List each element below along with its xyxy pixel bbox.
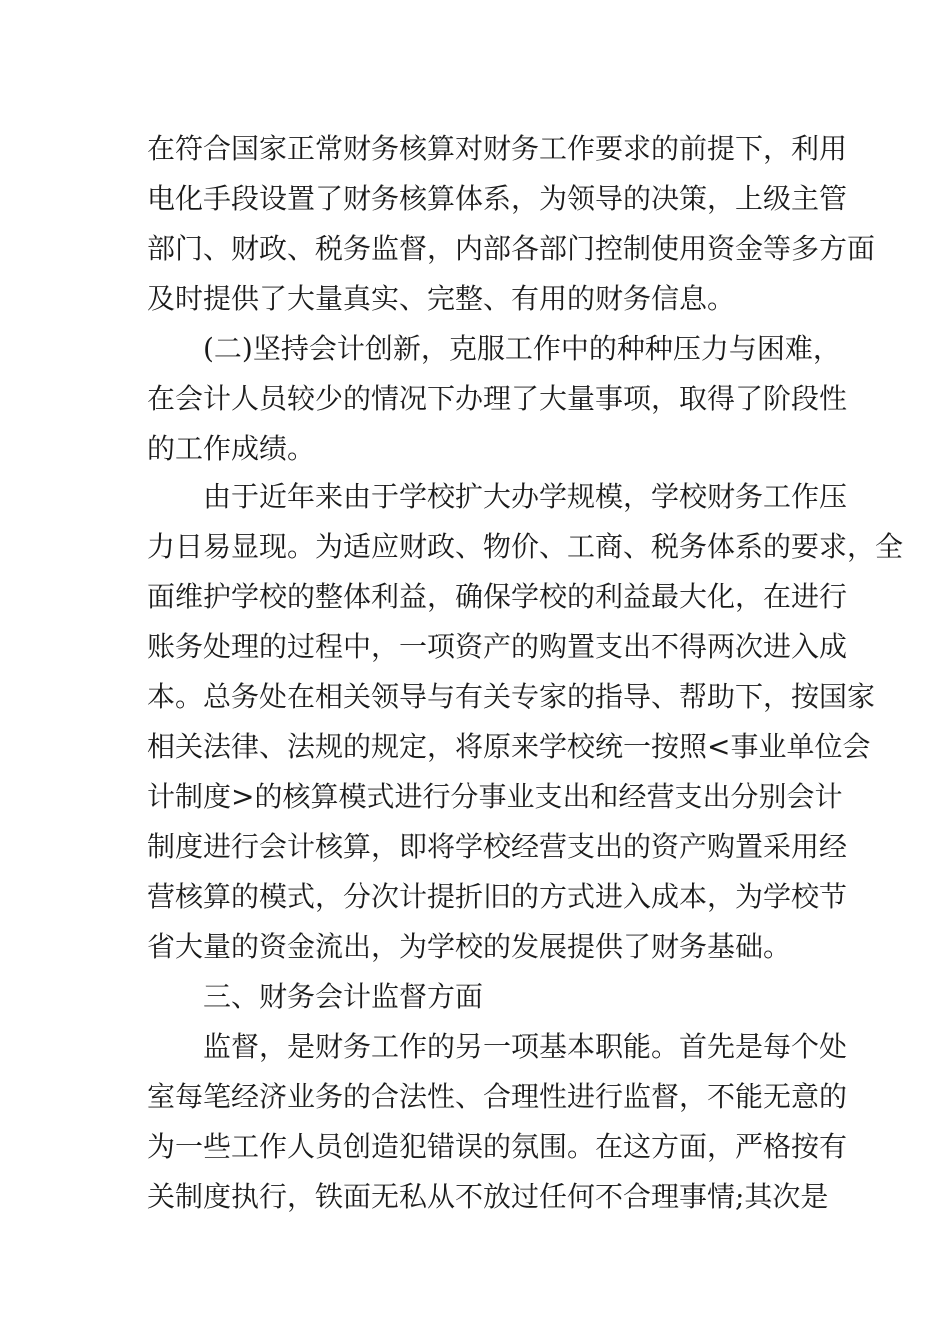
text-line: 的工作成绩。 <box>147 432 316 465</box>
text-line: 室每笔经济业务的合法性、合理性进行监督，不能无意的 <box>147 1080 848 1113</box>
text-line: 部门、财政、税务监督，内部各部门控制使用资金等多方面 <box>147 232 876 265</box>
text-line: 监督，是财务工作的另一项基本职能。首先是每个处 <box>203 1030 848 1063</box>
text-line: (二)坚持会计创新，克服工作中的种种压力与困难， <box>203 332 841 365</box>
text-line: 计制度>的核算模式进行分事业支出和经营支出分别会计 <box>147 780 843 813</box>
section-heading: 三、财务会计监督方面 <box>203 980 484 1013</box>
text-line: 及时提供了大量真实、完整、有用的财务信息。 <box>147 282 736 315</box>
text-line: 在会计人员较少的情况下办理了大量事项，取得了阶段性 <box>147 382 848 415</box>
text-line: 省大量的资金流出，为学校的发展提供了财务基础。 <box>147 930 792 963</box>
text-line: 电化手段设置了财务核算体系，为领导的决策，上级主管 <box>147 182 848 215</box>
text-line: 账务处理的过程中，一项资产的购置支出不得两次进入成 <box>147 630 848 663</box>
text-line: 为一些工作人员创造犯错误的氛围。在这方面，严格按有 <box>147 1130 848 1163</box>
text-line: 关制度执行，铁面无私从不放过任何不合理事情;其次是 <box>147 1180 829 1213</box>
text-line: 面维护学校的整体利益，确保学校的利益最大化，在进行 <box>147 580 848 613</box>
text-line: 制度进行会计核算，即将学校经营支出的资产购置采用经 <box>147 830 848 863</box>
text-line: 相关法律、法规的规定，将原来学校统一按照<事业单位会 <box>147 730 871 763</box>
text-line: 营核算的模式，分次计提折旧的方式进入成本，为学校节 <box>147 880 848 913</box>
text-line: 本。总务处在相关领导与有关专家的指导、帮助下，按国家 <box>147 680 876 713</box>
text-line: 在符合国家正常财务核算对财务工作要求的前提下，利用 <box>147 132 848 165</box>
text-line: 由于近年来由于学校扩大办学规模，学校财务工作压 <box>203 480 848 513</box>
text-line: 力日易显现。为适应财政、物价、工商、税务体系的要求，全 <box>147 530 904 563</box>
